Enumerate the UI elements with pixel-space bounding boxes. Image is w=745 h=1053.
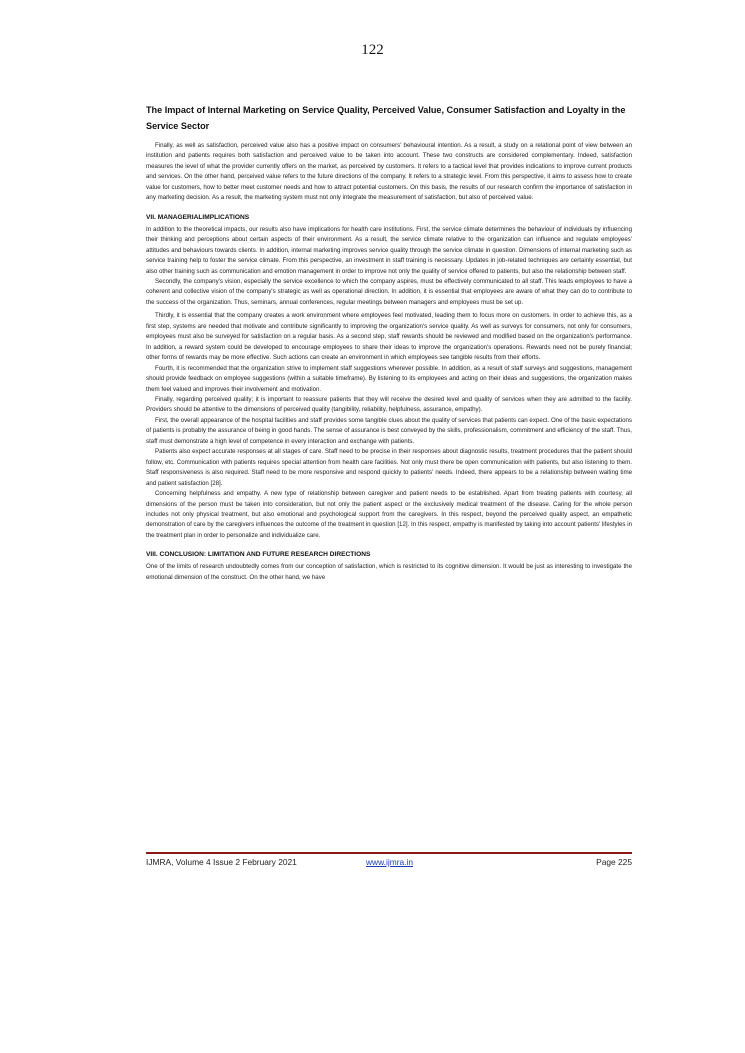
body-paragraph: Finally, regarding perceived quality; it is important to reassure patients that they will receive the desired level and quality of services when they are admitted to the facility. Providers should be attentive to the dimensions of perceived quality (tangibility, reliability, helpfulness, assurance, empathy).	[146, 395, 632, 414]
body-paragraph: Secondly, the company's vision, especially the service excellence to which the company aspires, must be effectively communicated to all staff. This leads employees to have a coherent and collective vision of the company's strategic as well as operational direction. In addition, it is essential that employees are aware of what they can do to contribute to the success of the organization. Thus, seminars, annual conferences, regular meetings between managers and employees must be set up.	[146, 277, 632, 306]
body-paragraph: Fourth, it is recommended that the organization strive to implement staff suggestions wherever possible. In addition, as a result of staff surveys and suggestions, management should provide feedback on employee suggestions (within a suitable timeframe). By listening to its employees and acting on their ideas and suggestions, the organization makes them feel valued and improves their involvement and motivation.	[146, 364, 632, 393]
article-title: The Impact of Internal Marketing on Service Quality, Perceived Value, Consumer Satisfaction and Loyalty in the Service Sector	[146, 105, 626, 131]
body-paragraph: Thirdly, it is essential that the company creates a work environment where employees feel motivated, leading them to focus more on customers. In order to achieve this, as a first step, systems are needed that motivate and contribute significantly to improving the organization's service quality. As well as surveys for consumers, not only for consumers, employees must also be surveyed for satisfaction on a regular basis. As a second step, staff rewards should be reviewed and modified based on the organization's performance. In addition, a reward system could be developed to encourage employees to share their ideas to improve the organization's operations. Rewards need not be purely financial; other forms of rewards may be more effective. Such actions can create an environment in which employees see tangible results from their efforts.	[146, 312, 632, 362]
section-heading-managerial-implications: VII. MANAGERIALIMPLICATIONS	[146, 213, 250, 221]
section-heading-conclusion: VIII. CONCLUSION: LIMITATION AND FUTURE RESEARCH DIRECTIONS	[146, 551, 371, 559]
page-footer	[146, 857, 632, 871]
body-paragraph: In addition to the theoretical impacts, our results also have implications for health care institutions. First, the service climate determines the behaviour of individuals by influencing their thinking and perceptions about certain aspects of their environment. As a result, the service climate relative to the organization can influence and regulate employees' attitudes and behaviours towards clients. In addition, internal marketing improves service quality through the service climate in question. Dimensions of internal marketing such as service training help to foster the service climate. From this perspective, an investment in staff training is necessary. Updates in job-related techniques are certainly essential, but also other training such as communication and emotion management in order to improve not only the quality of service offered to patients, but also the relationship between staff.	[146, 225, 632, 275]
body-paragraph: Patients also expect accurate responses at all stages of care. Staff need to be precise in their responses about diagnostic results, treatment procedures that the patient should follow, etc. Communication with patients requires special attention from health care facilities. Not only must there be open communication with patients, but also listening to them. Staff responsiveness is also required. Staff need to be more responsive and respond quickly to patients' needs. Indeed, there appears to be a relationship between waiting time and patient satisfaction [28].	[146, 448, 632, 487]
footer-journal-info: IJMRA, Volume 4 Issue 2 February 2021	[146, 857, 297, 867]
page-number: 122	[361, 42, 384, 58]
body-paragraph: Concerning helpfulness and empathy. A new type of relationship between caregiver and patient needs to be established. Apart from treating patients with courtesy, all dimensions of the person must be taken into consideration, but not only the patient aspect or the exclusively medical treatment of the disease. Caring for the whole person includes not only physical treatment, but also emotional and psychological support from the caregivers. In this respect, beyond the perceived quality aspect, an empathetic demonstration of care by the caregivers influences the outcome of the treatment in question [12]. In this respect, empathy is manifested by taking into account patients' lifestyles in the treatment plan in order to personalize and individualize care.	[146, 490, 632, 539]
body-paragraph: One of the limits of research undoubtedly comes from our conception of satisfaction, which is restricted to its cognitive dimension. It would be just as interesting to investigate the emotional dimension of the construct. On the other hand, we have	[146, 563, 632, 581]
intro-paragraph: Finally, as well as satisfaction, perceived value also has a positive impact on consumers' behavioural intention. As a result, a study on a relational point of view between an institution and patients requires both satisfaction and perceived value to be taken into account. These two constructs are considered complementary. Indeed, satisfaction measures the level of what the provider currently offers on the market, as perceived by customers. It refers to a tactical level that provides indications to improve current products and services. On the other hand, perceived value refers to the future directions of the company. It refers to a strategic level. From this perspective, it aims to assess how to create value for customers, how to better meet customer needs and how to attract potential customers. On this basis, the results of our research confirm the importance of satisfaction in any marketing decision. As a result, the marketing system must not only integrate the measurement of satisfaction, but also of perceived value.	[146, 142, 632, 202]
body-paragraph: First, the overall appearance of the hospital facilities and staff provides some tangible clues about the quality of services that patients can expect. One of the basic expectations of patients is probably the assurance of being in good hands. The sense of assurance is best conveyed by the skills, professionalism, commitment and efficiency of the staff. Thus, staff must demonstrate a high level of competence in every interaction and exchange with patients.	[146, 416, 632, 445]
footer-divider	[146, 852, 632, 854]
footer-website-link[interactable]: www.ijmra.in	[366, 857, 413, 867]
article-body	[146, 102, 632, 583]
footer-page-number: Page 225	[596, 857, 632, 867]
